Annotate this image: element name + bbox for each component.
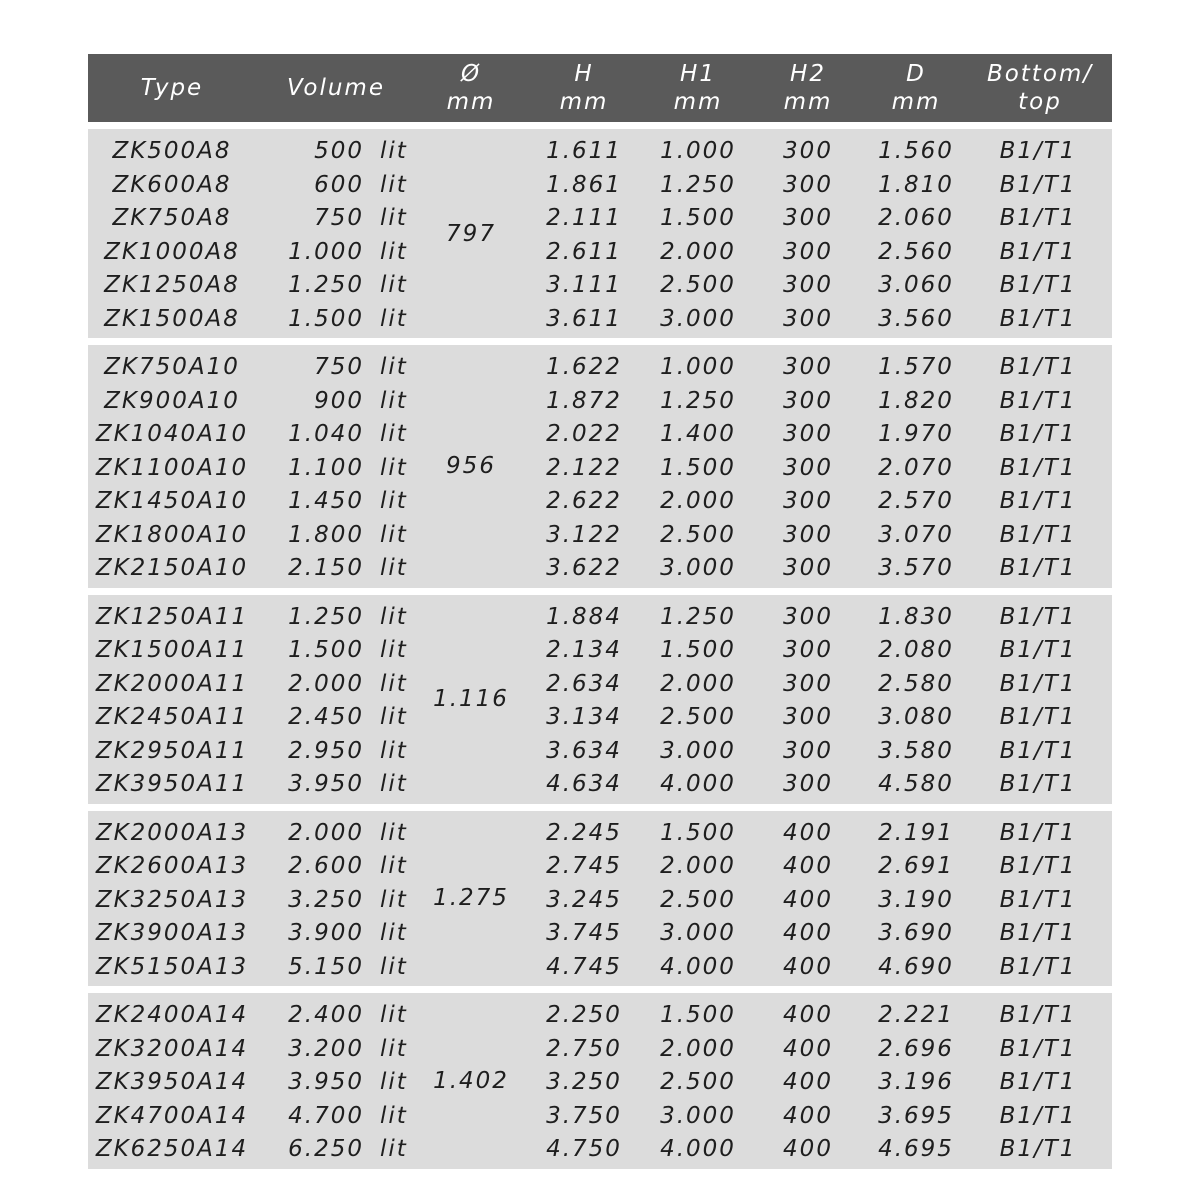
cell-volume-unit: lit: [380, 1136, 408, 1162]
table-row: [88, 135, 1112, 169]
cell-h: 1.884: [546, 603, 622, 630]
cell-bottom-top: B1/T1: [999, 1102, 1077, 1129]
cell-volume-unit: lit: [380, 1069, 408, 1095]
cell-type: ZK2000A13: [95, 819, 249, 846]
cell-h2: 300: [783, 138, 833, 164]
tank-group: [88, 129, 1112, 338]
header-volume: [264, 54, 408, 122]
cell-volume: 1.100: [288, 454, 364, 481]
cell-d: 1.830: [878, 603, 954, 630]
cell-bottom-top: B1/T1: [999, 238, 1077, 265]
cell-type: ZK750A8: [112, 205, 232, 231]
cell-d: 2.080: [878, 637, 954, 663]
cell-h2: 400: [783, 953, 833, 980]
cell-volume-unit: lit: [380, 238, 408, 265]
table-row: [88, 817, 1112, 851]
header-diameter-label: Ø: [460, 61, 482, 87]
cell-volume: 750: [314, 354, 364, 380]
cell-type: ZK1500A11: [95, 637, 249, 663]
header-d: [860, 54, 972, 122]
header-h-label: H: [574, 61, 594, 87]
table-row: [88, 951, 1112, 985]
cell-h1: 2.500: [660, 521, 736, 548]
cell-diameter: 1.402: [433, 1067, 509, 1094]
cell-volume: 2.600: [288, 853, 364, 879]
cell-h: 3.111: [546, 272, 622, 298]
cell-d: 2.191: [878, 819, 954, 846]
cell-h: 3.634: [546, 737, 622, 764]
cell-h: 2.022: [546, 421, 622, 447]
table-row: [88, 418, 1112, 452]
cell-type: ZK3900A13: [95, 920, 249, 946]
cell-type: ZK1100A10: [95, 454, 249, 481]
cell-volume: 900: [314, 387, 364, 414]
cell-h: 2.134: [546, 637, 622, 663]
cell-volume-unit: lit: [380, 138, 408, 164]
cell-volume-unit: lit: [380, 603, 408, 630]
cell-diameter: 956: [446, 453, 496, 480]
cell-volume-unit: lit: [380, 272, 408, 298]
cell-bottom-top: B1/T1: [999, 305, 1077, 332]
table-row: [88, 1100, 1112, 1134]
cell-h1: 3.000: [660, 1102, 736, 1129]
table-row: [88, 552, 1112, 586]
cell-h2: 300: [783, 421, 833, 447]
cell-volume: 4.700: [288, 1102, 364, 1129]
cell-volume: 1.040: [288, 421, 364, 447]
cell-h2: 300: [783, 305, 833, 332]
cell-d: 2.221: [878, 1002, 954, 1028]
cell-h2: 300: [783, 488, 833, 514]
cell-volume: 600: [314, 171, 364, 198]
cell-volume: 2.450: [288, 704, 364, 730]
cell-volume-unit: lit: [380, 704, 408, 730]
cell-d: 2.580: [878, 670, 954, 697]
cell-bottom-top: B1/T1: [999, 704, 1077, 730]
cell-d: 4.690: [878, 953, 954, 980]
cell-h1: 1.500: [660, 637, 736, 663]
cell-h: 2.245: [546, 819, 622, 846]
cell-volume-unit: lit: [380, 853, 408, 879]
cell-h2: 300: [783, 272, 833, 298]
cell-h2: 300: [783, 454, 833, 481]
cell-h2: 300: [783, 704, 833, 730]
cell-h2: 400: [783, 819, 833, 846]
cell-bottom-top: B1/T1: [999, 454, 1077, 481]
cell-type: ZK2450A11: [95, 704, 249, 730]
table-row: [88, 1133, 1112, 1167]
cell-h2: 300: [783, 555, 833, 581]
cell-bottom-top: B1/T1: [999, 272, 1077, 298]
cell-diameter: 797: [446, 220, 496, 247]
cell-type: ZK1500A8: [104, 305, 240, 332]
cell-volume-unit: lit: [380, 637, 408, 663]
cell-bottom-top: B1/T1: [999, 521, 1077, 548]
cell-h: 2.634: [546, 670, 622, 697]
cell-h: 2.745: [546, 853, 622, 879]
table-row: [88, 999, 1112, 1033]
cell-h1: 2.500: [660, 704, 736, 730]
table-row: [88, 884, 1112, 918]
cell-h: 1.622: [546, 354, 622, 380]
cell-h1: 1.500: [660, 1002, 736, 1028]
cell-volume-unit: lit: [380, 1035, 408, 1062]
cell-h2: 400: [783, 886, 833, 913]
cell-bottom-top: B1/T1: [999, 171, 1077, 198]
table-row: [88, 1066, 1112, 1100]
cell-volume-unit: lit: [380, 521, 408, 548]
cell-type: ZK2400A14: [95, 1002, 249, 1028]
cell-type: ZK750A10: [104, 354, 240, 380]
cell-volume-unit: lit: [380, 737, 408, 764]
header-bottom-label: Bottom/: [986, 61, 1094, 87]
table-row: [88, 768, 1112, 802]
cell-h: 2.611: [546, 238, 622, 265]
cell-h2: 300: [783, 171, 833, 198]
tank-group: [88, 595, 1112, 804]
cell-h1: 2.500: [660, 1069, 736, 1095]
cell-type: ZK3950A11: [95, 771, 249, 797]
cell-volume-unit: lit: [380, 354, 408, 380]
cell-volume: 1.800: [288, 521, 364, 548]
cell-volume: 2.400: [288, 1002, 364, 1028]
cell-volume: 2.950: [288, 737, 364, 764]
cell-bottom-top: B1/T1: [999, 886, 1077, 913]
header-h2: [752, 54, 864, 122]
cell-volume: 1.250: [288, 603, 364, 630]
cell-h2: 300: [783, 771, 833, 797]
cell-volume-unit: lit: [380, 670, 408, 697]
cell-volume: 3.250: [288, 886, 364, 913]
cell-bottom-top: B1/T1: [999, 1002, 1077, 1028]
cell-type: ZK2950A11: [95, 737, 249, 764]
cell-volume-unit: lit: [380, 819, 408, 846]
cell-d: 2.560: [878, 238, 954, 265]
cell-h2: 300: [783, 603, 833, 630]
cell-volume-unit: lit: [380, 953, 408, 980]
cell-h1: 1.500: [660, 205, 736, 231]
cell-h2: 300: [783, 637, 833, 663]
cell-h1: 1.250: [660, 387, 736, 414]
cell-volume-unit: lit: [380, 920, 408, 946]
table-row: [88, 169, 1112, 203]
header-type-label: Type: [140, 75, 204, 101]
cell-h: 3.134: [546, 704, 622, 730]
cell-d: 2.691: [878, 853, 954, 879]
cell-volume: 1.000: [288, 238, 364, 265]
cell-type: ZK2000A11: [95, 670, 249, 697]
header-h-unit: mm: [559, 89, 609, 115]
cell-type: ZK1250A8: [104, 272, 240, 298]
cell-d: 3.196: [878, 1069, 954, 1095]
cell-h: 4.745: [546, 953, 622, 980]
cell-bottom-top: B1/T1: [999, 1069, 1077, 1095]
cell-bottom-top: B1/T1: [999, 488, 1077, 514]
cell-type: ZK600A8: [112, 171, 232, 198]
cell-d: 4.580: [878, 771, 954, 797]
cell-type: ZK2600A13: [95, 853, 249, 879]
cell-volume-unit: lit: [380, 454, 408, 481]
cell-type: ZK3250A13: [95, 886, 249, 913]
cell-bottom-top: B1/T1: [999, 205, 1077, 231]
cell-d: 1.560: [878, 138, 954, 164]
cell-type: ZK5150A13: [95, 953, 249, 980]
cell-d: 1.970: [878, 421, 954, 447]
cell-d: 3.695: [878, 1102, 954, 1129]
header-h2-label: H2: [790, 61, 826, 87]
cell-h1: 2.000: [660, 488, 736, 514]
cell-volume-unit: lit: [380, 305, 408, 332]
cell-h1: 1.000: [660, 138, 736, 164]
cell-bottom-top: B1/T1: [999, 1136, 1077, 1162]
cell-type: ZK2150A10: [95, 555, 249, 581]
cell-d: 3.690: [878, 920, 954, 946]
cell-type: ZK4700A14: [95, 1102, 249, 1129]
cell-volume: 1.250: [288, 272, 364, 298]
cell-h2: 300: [783, 205, 833, 231]
header-h1: [642, 54, 754, 122]
cell-h2: 400: [783, 1002, 833, 1028]
header-h2-unit: mm: [783, 89, 833, 115]
cell-h: 3.745: [546, 920, 622, 946]
cell-h: 2.122: [546, 454, 622, 481]
cell-h1: 2.000: [660, 853, 736, 879]
table-row: [88, 303, 1112, 337]
cell-h: 4.634: [546, 771, 622, 797]
cell-h1: 1.500: [660, 454, 736, 481]
cell-volume-unit: lit: [380, 205, 408, 231]
cell-d: 2.060: [878, 205, 954, 231]
cell-h1: 2.000: [660, 1035, 736, 1062]
header-bottom-top: [968, 54, 1112, 122]
table-row: [88, 202, 1112, 236]
cell-bottom-top: B1/T1: [999, 387, 1077, 414]
table-row: [88, 668, 1112, 702]
cell-h: 3.750: [546, 1102, 622, 1129]
cell-d: 1.810: [878, 171, 954, 198]
cell-type: ZK1800A10: [95, 521, 249, 548]
cell-h: 3.122: [546, 521, 622, 548]
cell-h2: 400: [783, 853, 833, 879]
cell-bottom-top: B1/T1: [999, 670, 1077, 697]
cell-volume: 1.500: [288, 637, 364, 663]
cell-volume: 3.200: [288, 1035, 364, 1062]
header-top-label: top: [1018, 89, 1062, 115]
cell-d: 2.070: [878, 454, 954, 481]
cell-bottom-top: B1/T1: [999, 920, 1077, 946]
cell-d: 3.070: [878, 521, 954, 548]
cell-volume: 6.250: [288, 1136, 364, 1162]
cell-h1: 4.000: [660, 953, 736, 980]
cell-h: 2.750: [546, 1035, 622, 1062]
cell-volume-unit: lit: [380, 555, 408, 581]
cell-h2: 300: [783, 521, 833, 548]
cell-bottom-top: B1/T1: [999, 737, 1077, 764]
table-row: [88, 236, 1112, 270]
cell-volume-unit: lit: [380, 488, 408, 514]
table-row: [88, 735, 1112, 769]
cell-bottom-top: B1/T1: [999, 354, 1077, 380]
cell-volume: 5.150: [288, 953, 364, 980]
cell-volume-unit: lit: [380, 1102, 408, 1129]
cell-h2: 300: [783, 354, 833, 380]
cell-volume: 750: [314, 205, 364, 231]
cell-volume-unit: lit: [380, 1002, 408, 1028]
cell-h1: 2.000: [660, 238, 736, 265]
cell-h1: 4.000: [660, 1136, 736, 1162]
cell-h1: 3.000: [660, 920, 736, 946]
cell-h: 1.872: [546, 387, 622, 414]
table-row: [88, 701, 1112, 735]
cell-volume-unit: lit: [380, 387, 408, 414]
header-d-label: D: [906, 61, 926, 87]
cell-h1: 2.000: [660, 670, 736, 697]
cell-h: 1.611: [546, 138, 622, 164]
cell-h2: 300: [783, 238, 833, 265]
cell-diameter: 1.275: [433, 885, 509, 912]
cell-volume: 1.450: [288, 488, 364, 514]
cell-bottom-top: B1/T1: [999, 603, 1077, 630]
cell-h2: 400: [783, 1069, 833, 1095]
cell-volume: 2.000: [288, 819, 364, 846]
cell-h: 1.861: [546, 171, 622, 198]
cell-h1: 1.500: [660, 819, 736, 846]
cell-h2: 400: [783, 1102, 833, 1129]
cell-d: 3.580: [878, 737, 954, 764]
cell-h2: 300: [783, 737, 833, 764]
table-row: [88, 917, 1112, 951]
cell-bottom-top: B1/T1: [999, 138, 1077, 164]
cell-volume: 2.150: [288, 555, 364, 581]
cell-h1: 1.000: [660, 354, 736, 380]
header-h1-unit: mm: [673, 89, 723, 115]
cell-d: 3.560: [878, 305, 954, 332]
table-row: [88, 850, 1112, 884]
cell-h: 3.245: [546, 886, 622, 913]
table-header: [88, 54, 1112, 122]
cell-d: 2.696: [878, 1035, 954, 1062]
header-h1-label: H1: [680, 61, 716, 87]
cell-volume-unit: lit: [380, 171, 408, 198]
cell-volume-unit: lit: [380, 886, 408, 913]
table-row: [88, 269, 1112, 303]
cell-bottom-top: B1/T1: [999, 421, 1077, 447]
cell-h: 3.611: [546, 305, 622, 332]
table-row: [88, 634, 1112, 668]
table-row: [88, 385, 1112, 419]
cell-type: ZK1000A8: [104, 238, 240, 265]
tank-group: [88, 993, 1112, 1169]
table-row: [88, 519, 1112, 553]
cell-h1: 3.000: [660, 555, 736, 581]
cell-h1: 1.250: [660, 603, 736, 630]
cell-h: 2.250: [546, 1002, 622, 1028]
tank-group: [88, 811, 1112, 987]
cell-h1: 2.500: [660, 886, 736, 913]
cell-d: 2.570: [878, 488, 954, 514]
table-row: [88, 452, 1112, 486]
cell-h1: 3.000: [660, 305, 736, 332]
cell-d: 3.080: [878, 704, 954, 730]
table-row: [88, 1033, 1112, 1067]
header-h: [528, 54, 640, 122]
table-row: [88, 351, 1112, 385]
cell-volume: 3.950: [288, 1069, 364, 1095]
cell-volume-unit: lit: [380, 771, 408, 797]
cell-type: ZK1450A10: [95, 488, 249, 514]
cell-h: 3.622: [546, 555, 622, 581]
cell-d: 4.695: [878, 1136, 954, 1162]
cell-h: 4.750: [546, 1136, 622, 1162]
cell-d: 3.570: [878, 555, 954, 581]
cell-h2: 400: [783, 920, 833, 946]
cell-type: ZK1250A11: [95, 603, 249, 630]
cell-type: ZK6250A14: [95, 1136, 249, 1162]
cell-volume: 3.900: [288, 920, 364, 946]
cell-volume: 2.000: [288, 670, 364, 697]
cell-h1: 1.400: [660, 421, 736, 447]
cell-h: 2.622: [546, 488, 622, 514]
header-diameter: [410, 54, 532, 122]
cell-bottom-top: B1/T1: [999, 771, 1077, 797]
cell-volume: 500: [314, 138, 364, 164]
tank-spec-table: [88, 54, 1112, 1169]
table-row: [88, 485, 1112, 519]
header-diameter-unit: mm: [446, 89, 496, 115]
cell-bottom-top: B1/T1: [999, 1035, 1077, 1062]
cell-volume: 3.950: [288, 771, 364, 797]
cell-h2: 400: [783, 1035, 833, 1062]
cell-type: ZK1040A10: [95, 421, 249, 447]
cell-h1: 2.500: [660, 272, 736, 298]
header-type: [88, 54, 256, 122]
cell-bottom-top: B1/T1: [999, 637, 1077, 663]
cell-h1: 1.250: [660, 171, 736, 198]
cell-bottom-top: B1/T1: [999, 953, 1077, 980]
table-body: [88, 129, 1112, 1169]
cell-d: 3.190: [878, 886, 954, 913]
header-d-unit: mm: [891, 89, 941, 115]
cell-d: 1.820: [878, 387, 954, 414]
header-volume-label: Volume: [287, 75, 385, 101]
cell-type: ZK500A8: [112, 138, 232, 164]
cell-h2: 300: [783, 387, 833, 414]
cell-bottom-top: B1/T1: [999, 853, 1077, 879]
cell-volume: 1.500: [288, 305, 364, 332]
tank-group: [88, 345, 1112, 588]
cell-diameter: 1.116: [433, 686, 509, 712]
cell-h: 2.111: [546, 205, 622, 231]
cell-volume-unit: lit: [380, 421, 408, 447]
cell-h: 3.250: [546, 1069, 622, 1095]
cell-type: ZK900A10: [104, 387, 240, 414]
cell-h2: 400: [783, 1136, 833, 1162]
table-row: [88, 601, 1112, 635]
cell-d: 3.060: [878, 272, 954, 298]
cell-type: ZK3950A14: [95, 1069, 249, 1095]
cell-h1: 4.000: [660, 771, 736, 797]
cell-bottom-top: B1/T1: [999, 555, 1077, 581]
cell-h1: 3.000: [660, 737, 736, 764]
cell-d: 1.570: [878, 354, 954, 380]
cell-h2: 300: [783, 670, 833, 697]
cell-bottom-top: B1/T1: [999, 819, 1077, 846]
cell-type: ZK3200A14: [95, 1035, 249, 1062]
